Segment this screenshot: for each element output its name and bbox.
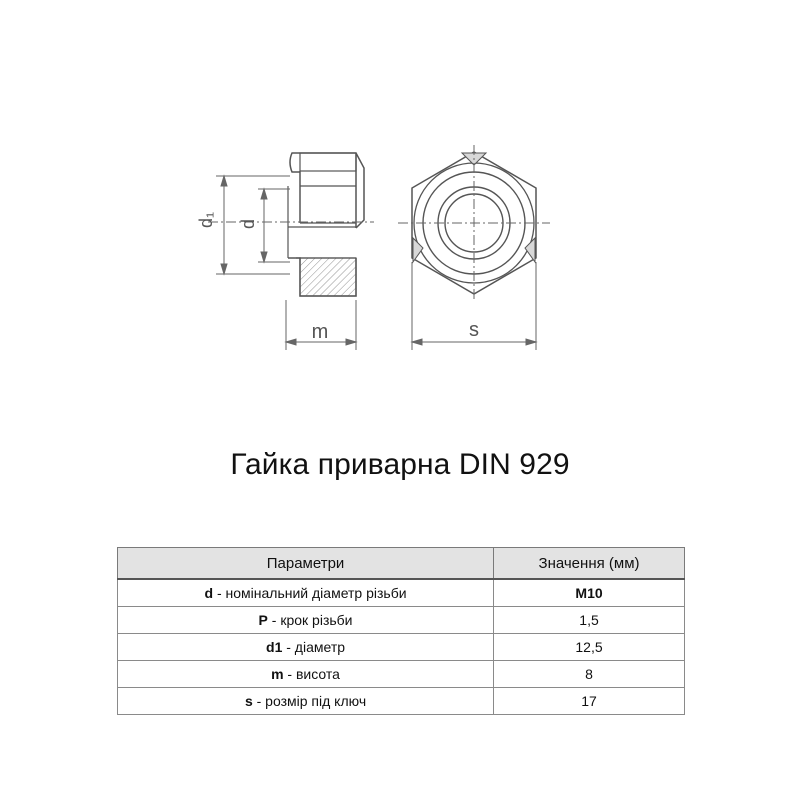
value-cell: 8 (494, 661, 685, 688)
table-header-row (118, 548, 685, 580)
dim-d1-label: d₁ (196, 211, 216, 229)
table-row (118, 579, 685, 607)
section-hatch (300, 258, 356, 296)
param-desc: - діаметр (282, 639, 346, 655)
param-symbol: P (258, 612, 268, 628)
hex-centerlines (398, 145, 550, 302)
param-symbol: s (244, 693, 253, 709)
spec-table (117, 547, 685, 715)
param-cell (118, 688, 494, 715)
param-desc: - номінальний діаметр різьби (213, 585, 407, 601)
value-cell: 12,5 (494, 634, 685, 661)
param-symbol: d1 (266, 639, 283, 655)
param-desc: - висота (283, 666, 340, 682)
table-row (118, 661, 685, 688)
param-cell (118, 579, 494, 607)
header-parameters: Параметри (118, 548, 494, 580)
value-cell: M10 (494, 579, 685, 607)
header-values: Значення (мм) (494, 548, 685, 580)
dim-d-label: d (238, 218, 258, 230)
param-cell (118, 634, 494, 661)
param-desc: - крок різьби (267, 612, 353, 628)
table-row (118, 634, 685, 661)
param-cell (118, 607, 494, 634)
table-row (118, 688, 685, 715)
param-desc: - розмір під ключ (252, 693, 367, 709)
param-symbol: d (204, 585, 214, 601)
param-cell (118, 661, 494, 688)
param-symbol: m (271, 666, 284, 682)
value-cell: 17 (494, 688, 685, 715)
value-cell: 1,5 (494, 607, 685, 634)
dim-s-label: s (469, 319, 479, 341)
dim-m-label: m (311, 321, 329, 343)
product-title: Гайка приварна DIN 929 (230, 448, 570, 481)
table-row (118, 607, 685, 634)
